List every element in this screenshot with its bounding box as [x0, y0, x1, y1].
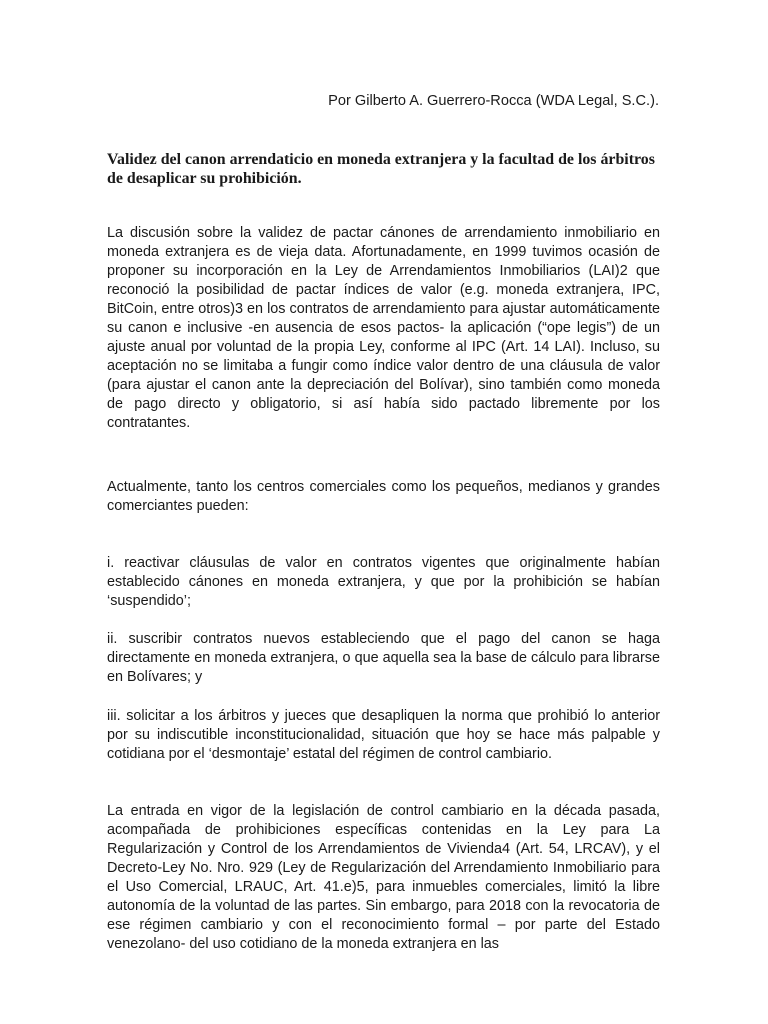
list-item-i: i. reactivar cláusulas de valor en contratos vigentes que originalmente habían establecido cánones en moneda extranjera, y que por la prohibición se habían ‘suspendido’;	[107, 555, 660, 609]
author-byline: Por Gilberto A. Guerrero-Rocca (WDA Legal, S.C.).	[328, 93, 659, 109]
list-item-iii: iii. solicitar a los árbitros y jueces que desapliquen la norma que prohibió lo anterior por su indiscutible inconstitucionalidad, situación que hoy se hace más palpable y cotidiana por el ‘desmontaje’ estatal del régimen de control cambiario.	[107, 708, 660, 762]
paragraph-exchange-control: La entrada en vigor de la legislación de control cambiario en la década pasada, acompañada de prohibiciones específicas contenidas en la Ley para La Regularización y Control de los Arrendamientos de Vivienda4 (Art. 54, LRCAV), y el Decreto-Ley No. Nro. 929 (Ley de Regularización del Arrendamiento Inmobiliario para el Uso Comercial, LRAUC, Art. 41.e)5, para inmuebles comerciales, limitó la libre autonomía de la voluntad de las partes. Sin embargo, para 2018 con la revocatoria de ese régimen cambiario y con el reconocimiento formal – por parte del Estado venezolano- del uso cotidiano de la moneda extranjera en las	[107, 803, 660, 952]
paragraph-current-situation: Actualmente, tanto los centros comerciales como los pequeños, medianos y grandes comerciantes pueden:	[107, 479, 660, 514]
paragraph-intro: La discusión sobre la validez de pactar cánones de arrendamiento inmobiliario en moneda extranjera es de vieja data. Afortunadamente, en 1999 tuvimos ocasión de proponer su incorporación en la Ley de Arrendamientos Inmobiliarios (LAI)2 que reconoció la posibilidad de pactar índices de valor (e.g. moneda extranjera, IPC, BitCoin, entre otros)3 en los contratos de arrendamiento para ajustar automáticamente su canon e inclusive -en ausencia de esos pactos- la aplicación (“ope legis”) de un ajuste anual por voluntad de la propia Ley, conforme al IPC (Art. 14 LAI). Incluso, su aceptación no se limitaba a fungir como índice valor dentro de una cláusula de valor (para ajustar el canon ante la depreciación del Bolívar), sino también como moneda de pago directo y obligatorio, si así había sido pactado libremente por los contratantes.	[107, 225, 660, 431]
document-title: Validez del canon arrendaticio en moneda extranjera y la facultad de los árbitros de desaplicar su prohibición.	[107, 151, 655, 187]
list-item-ii: ii. suscribir contratos nuevos estableciendo que el pago del canon se haga directamente en moneda extranjera, o que aquella sea la base de cálculo para librarse en Bolívares; y	[107, 631, 660, 685]
